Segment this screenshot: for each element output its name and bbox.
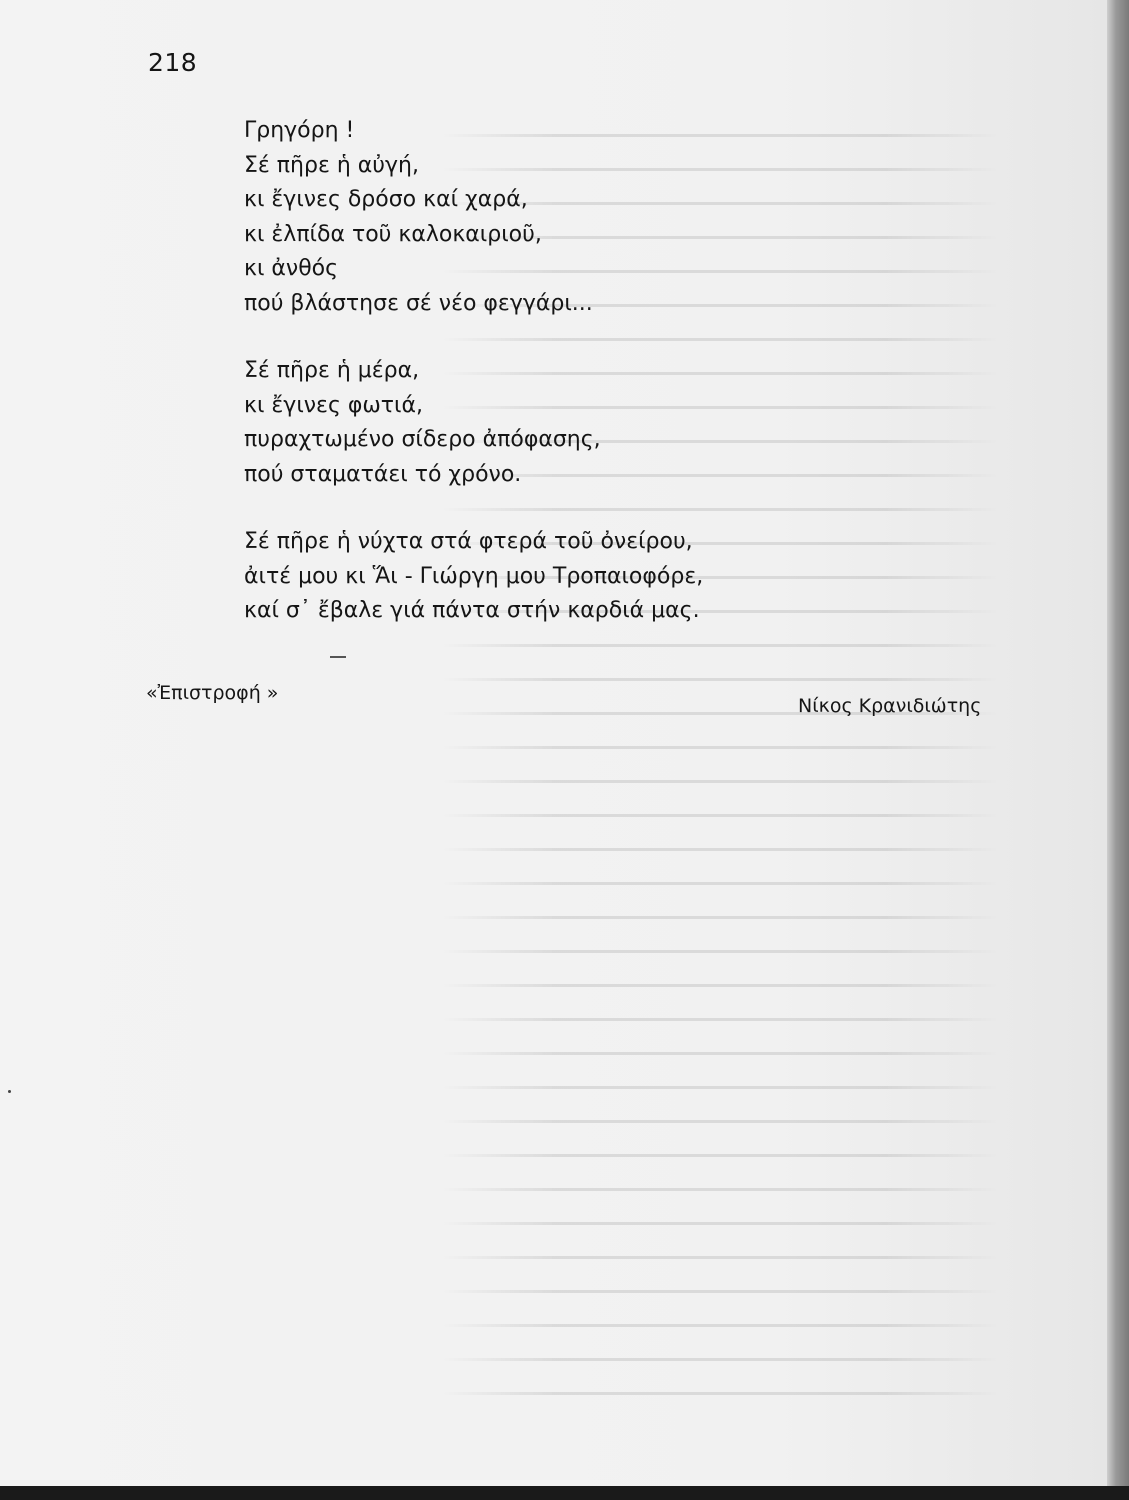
poem-line: Σέ πῆρε ἡ νύχτα στά φτερά τοῦ ὀνείρου,	[244, 529, 693, 554]
separator-dash	[330, 656, 346, 658]
poem-line: κι ἔγινες δρόσο καί χαρά,	[244, 187, 528, 212]
stanza-break	[244, 492, 884, 525]
book-spine-shadow	[1107, 0, 1129, 1500]
poem-line: καί σ᾽ ἔβαλε γιά πάντα στήν καρδιά μας.	[244, 598, 700, 623]
poem-line: Σέ πῆρε ἡ αὐγή,	[244, 152, 419, 178]
author-name: Νίκος Κρανιδιώτης	[798, 695, 982, 717]
poem-line: πού βλάστησε σέ νέο φεγγάρι...	[244, 290, 593, 316]
poem-line: Σέ πῆρε ἡ μέρα,	[244, 358, 420, 383]
stanza-1	[244, 114, 884, 321]
source-title: «Ἐπιστροφή »	[146, 682, 279, 704]
stanza-break	[244, 321, 884, 354]
dust-speck	[8, 1090, 11, 1093]
poem-line: πού σταματάει τό χρόνο.	[244, 461, 522, 487]
poem-line: ἀιτέ μου κι Ἅι - Γιώργη μου Τροπαιοφόρε,	[244, 563, 704, 589]
poem-line: πυραχτωμένο σίδερο ἀπόφασης,	[244, 427, 601, 452]
poem-line: κι ἐλπίδα τοῦ καλοκαιριοῦ,	[244, 221, 542, 247]
poem-line: κι ἀνθός	[244, 256, 339, 281]
stanza-2	[244, 354, 884, 492]
page-number: 218	[148, 48, 198, 77]
scan-bottom-edge	[0, 1486, 1129, 1500]
poem-line: Γρηγόρη !	[244, 118, 355, 143]
stanza-3	[244, 525, 884, 629]
poem-line: κι ἔγινες φωτιά,	[244, 392, 423, 418]
poem	[244, 114, 884, 629]
